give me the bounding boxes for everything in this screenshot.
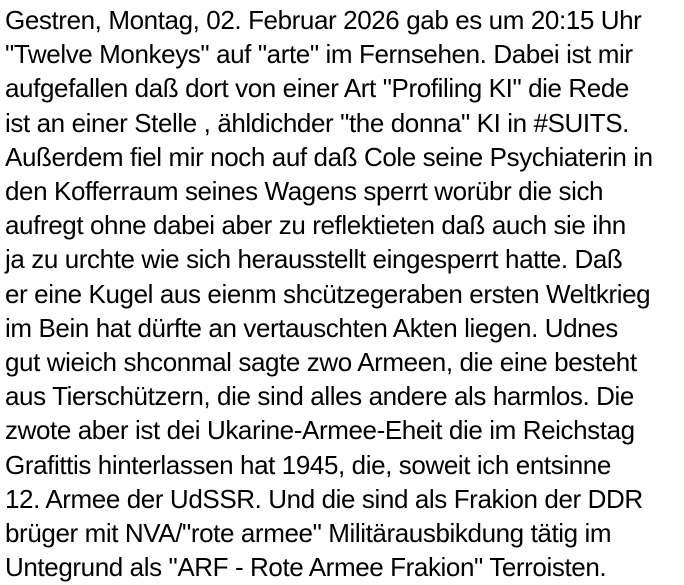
paragraph [5,3,684,584]
text-line: er eine Kugel aus eienm shcützegeraben ersten Weltkrieg [5,278,651,309]
text-line: gut wieich shconmal sagte zwo Armeen, die eine besteht [5,347,637,378]
text-line: 12. Armee der UdSSR. Und die sind als Frakion der DDR [5,483,643,514]
text-line: aufregt ohne dabei aber zu reflektieten daß auch sie ihn [5,210,626,241]
text-line: Grafittis hinterlassen hat 1945, die, soweit ich entsinne [5,449,611,480]
text-line: brüger mit NVA/"rote armee" Militärausbikdung tätig im [5,518,612,549]
text-line: aufgefallen daß dort von einer Art "Profiling KI" die Rede [5,73,629,104]
text-line: zwote aber ist dei Ukarine-Armee-Eheit die im Reichstag [5,415,635,446]
text-line: ja zu urchte wie sich herausstellt eingesperrt hatte. Daß [5,244,623,275]
text-line: ist an einer Stelle , ähldichder "the donna" KI in #SUITS. [5,107,629,138]
text-line: aus Tierschützern, die sind alles andere als harmlos. Die [5,381,634,412]
text-line: Untegrund als "ARF - Rote Armee Frakion" Terroisten. [5,552,607,583]
text-line: im Bein hat dürfte an vertauschten Akten liegen. Udnes [5,312,618,343]
text-line: Außerdem fiel mir noch auf daß Cole seine Psychiaterin in [5,141,653,172]
text-line: den Kofferraum seines Wagens sperrt worübr die sich [5,176,604,207]
text-line: "Twelve Monkeys" auf "arte" im Fernsehen. Dabei ist mir [5,39,633,70]
text-line: Gestren, Montag, 02. Februar 2026 gab es um 20:15 Uhr [5,5,642,35]
